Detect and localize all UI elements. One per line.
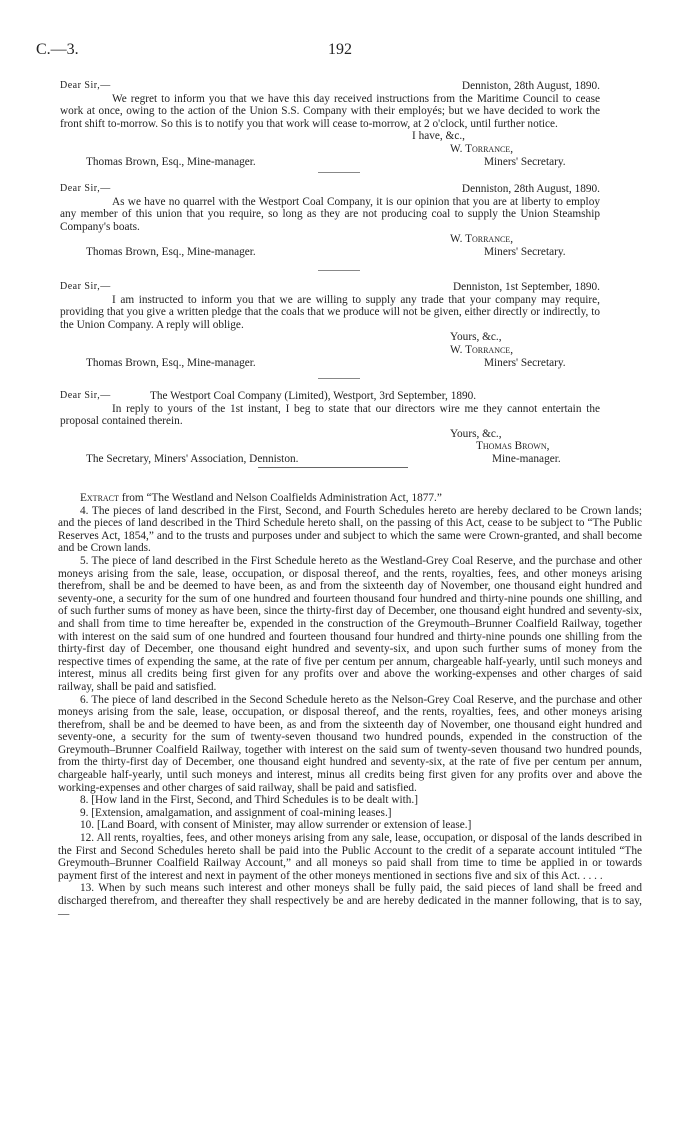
extract-title [58, 492, 642, 505]
letter-signatory-title: Miners' Secretary. [484, 356, 566, 369]
letter-addressee: Thomas Brown, Esq., Mine-manager. [86, 356, 256, 369]
letter-addressee: Thomas Brown, Esq., Mine-manager. [86, 245, 256, 258]
letter-closing: Yours, &c., [450, 331, 502, 344]
letter-closing: Yours, &c., [450, 427, 502, 440]
section-4: 4. The pieces of land described in the First, Second, and Fourth Schedules hereto are hereby declared to be Crown lands; and the pieces of land described in the Third Schedule hereto shall, on the passing of this Act, cease to be subject to “The Public Reserves Act, 1854,” and to the trusts and purposes under and subject to which the same were Crown-granted, and shall become and be Crown lands. [58, 504, 642, 555]
letter-2 [60, 183, 600, 259]
section-13: 13. When by such means such interest and other moneys shall be fully paid, the said pieces of land shall be freed and discharged therefrom, and thereafter they shall respectively be and are hereby dedicated in the manner following, that is to say,— [58, 882, 642, 920]
letter-salutation: Dear Sir,— [60, 281, 111, 292]
document-reference: C.—3. [36, 41, 79, 58]
section-5: 5. The piece of land described in the First Schedule hereto as the Westland-Grey Coal Reserve, and the purchase and other moneys arising from the sale, lease, occupation, or disposal thereof, and the rents, royalties, fees, and other moneys arising therefrom, shall be and be deemed to have been, as and from the sixteenth day of November, one thousand eight hundred and seventy-one, a security for the sum of one hundred and fourteen thousand four hundred and thirty-nine pounds one shilling, and of such further sums of money as have been, since the thirty-first day of December, one thousand eight hundred and seventy-six, and shall from time to time hereafter be, expended in the construction of the Greymouth–Brunner Coalfield Railway, together with interest on the said sum of one hundred and fourteen thousand four hundred and thirty-nine pounds one shilling from the thirty-first day of December, one thousand eight hundred and seventy-six, and upon such further sums of money from the respective times of expending the same, at the rate of five per centum per annum, chargeable half-yearly, until such moneys and interest, minus all credits being first given for any profits over and above the working-expenses and other charges of said railway, shall be paid and satisfied. [58, 554, 642, 693]
letter-salutation: Dear Sir,— [60, 80, 111, 91]
letter-body: In reply to yours of the 1st instant, I beg to state that our directors wire me they cannot entertain the proposal contained therein. [60, 402, 600, 428]
letter-signature: W. Torrance, [450, 343, 514, 356]
letter-date: Denniston, 28th August, 1890. [461, 80, 600, 92]
divider [318, 378, 360, 379]
letter-body: I am instructed to inform you that we are willing to supply any trade that your company may require, providing that you give a written pledge that the coals that we produce will not be given, either directly or indirectly, to the Union Company. A reply will oblige. [60, 293, 600, 331]
section-divider [258, 467, 408, 468]
letter-signatory-title: Miners' Secretary. [484, 155, 566, 168]
act-extract [58, 492, 642, 920]
section-10: 10. [Land Board, with consent of Minister, may allow surrender or extension of lease.] [80, 819, 472, 832]
section-6: 6. The piece of land described in the Second Schedule hereto as the Nelson-Grey Coal Reserve, and the purchase and other moneys arising from the sale, lease, occupation, or disposal thereof, and the rents, royalties, fees, and other moneys arising therefrom, shall be and be deemed to have been, as and from the sixteenth day of November, one thousand eight hundred and seventy-one, a security for the sum of twenty-seven thousand two hundred pounds, expended in the construction of the Greymouth–Brunner Coalfield Railway, together with interest on the said sum of twenty-seven thousand two hundred pounds, from the thirty-first day of December, one thousand eight hundred and seventy-six, at the rate of five per centum per annum, chargeable half-yearly, until such moneys and interest, minus all credits being first given for any profits over and above the working-expenses and other charges of said railway, shall be paid and satisfied. [58, 693, 642, 794]
letter-date: Denniston, 1st September, 1890. [452, 281, 600, 293]
letter-date: Denniston, 28th August, 1890. [461, 183, 600, 195]
section-9: 9. [Extension, amalgamation, and assignment of coal-mining leases.] [80, 806, 392, 819]
page-header [36, 41, 664, 64]
letter-1 [60, 80, 600, 168]
letter-3 [60, 281, 600, 369]
page-number: 192 [328, 41, 352, 58]
letter-date: The Westport Coal Company (Limited), Westport, 3rd September, 1890. [150, 390, 477, 402]
letter-addressee: The Secretary, Miners' Association, Denniston. [86, 452, 299, 465]
letter-addressee: Thomas Brown, Esq., Mine-manager. [86, 155, 256, 168]
letter-salutation: Dear Sir,— [60, 390, 111, 401]
letter-body: We regret to inform you that we have this day received instructions from the Maritime Council to cease work at once, owing to the action of the Union S.S. Company with their employés; but we have decided to work the front shift to-morrow. So this is to notify you that work will cease to-morrow, at 2 o'clock, until further notice. [60, 92, 600, 130]
extract-title-lead: Extract [80, 492, 119, 504]
letter-signature: Thomas Brown, [476, 440, 550, 453]
letter-signature: W. Torrance, [450, 142, 514, 155]
divider [318, 172, 360, 173]
divider [318, 270, 360, 271]
letter-closing: I have, &c., [412, 130, 466, 143]
letter-body: As we have no quarrel with the Westport Coal Company, it is our opinion that you are at liberty to employ any member of this union that you require, so long as they are not producing coal to supply the Union Steamship Company's boats. [60, 195, 600, 233]
section-12: 12. All rents, royalties, fees, and other moneys arising from any sale, lease, occupation, or disposal of the lands described in the First and Second Schedules hereto shall be paid into the Public Account to the credit of a separate account intituled “The Greymouth–Brunner Coalfield Railway Account,” and all moneys so paid shall from time to time be applied in or towards payment first of the interest and next in payment of the other moneys mentioned in sections five and six of this Act. . . . . [58, 832, 642, 882]
section-8: 8. [How land in the First, Second, and Third Schedules is to be dealt with.] [80, 794, 419, 807]
extract-title-rest: from “The Westland and Nelson Coalfields Administration Act, 1877.” [118, 492, 442, 504]
letter-signatory-title: Miners' Secretary. [484, 245, 566, 258]
letter-signature: W. Torrance, [450, 233, 514, 246]
letter-4 [60, 390, 600, 466]
letter-salutation: Dear Sir,— [60, 183, 111, 194]
letter-signatory-title: Mine-manager. [492, 452, 561, 465]
